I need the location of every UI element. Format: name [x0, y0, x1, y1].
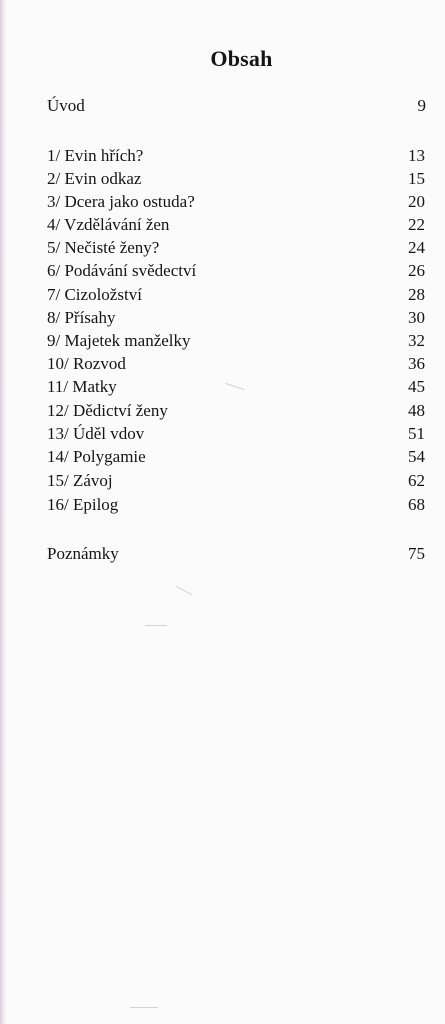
toc-entry-label: 14/ Polygamie: [47, 447, 146, 466]
toc-entry-intro: [0, 95, 445, 117]
toc-entry-page-number: 75: [408, 544, 425, 563]
toc-entry-chapter-14: [0, 446, 445, 468]
toc-entry-label: 10/ Rozvod: [47, 354, 126, 373]
toc-entry-chapter-11: [0, 376, 445, 398]
toc-entry-label: 4/ Vzdělávání žen: [47, 215, 170, 234]
toc-entry-page-number: 51: [408, 424, 425, 443]
toc-entry-label: 11/ Matky: [47, 377, 117, 396]
toc-entry-page-number: 28: [408, 285, 425, 304]
toc-entry-page-number: 30: [408, 308, 425, 327]
toc-entry-chapter-5: [0, 237, 445, 259]
toc-entry-label: 3/ Dcera jako ostuda?: [47, 192, 195, 211]
toc-entry-page-number: 15: [408, 169, 425, 188]
toc-entry-label: 8/ Přísahy: [47, 308, 116, 327]
toc-entry-label: 16/ Epilog: [47, 495, 119, 514]
toc-entry-chapter-13: [0, 423, 445, 445]
toc-entry-page-number: 24: [408, 238, 425, 257]
toc-entry-label: 2/ Evin odkaz: [47, 169, 142, 188]
toc-entry-label: 5/ Nečisté ženy?: [47, 238, 160, 257]
toc-entry-label: 13/ Úděl vdov: [47, 424, 145, 443]
toc-entry-page-number: 36: [408, 354, 425, 373]
scan-speck: [130, 1007, 158, 1008]
toc-entry-chapter-8: [0, 307, 445, 329]
toc-entry-label: Poznámky: [47, 544, 119, 563]
toc-entry-chapter-6: [0, 260, 445, 282]
toc-entry-page-number: 48: [408, 401, 425, 420]
toc-entry-chapter-15: [0, 470, 445, 492]
toc-entry-chapter-4: [0, 214, 445, 236]
toc-entry-chapter-7: [0, 284, 445, 306]
scan-speck: [176, 586, 192, 595]
toc-entry-page-number: 45: [408, 377, 425, 396]
toc-entry-label: 1/ Evin hřích?: [47, 146, 144, 165]
toc-entry-chapter-2: [0, 168, 445, 190]
toc-entry-page-number: 62: [408, 471, 425, 490]
toc-entry-notes: [0, 543, 445, 565]
toc-entry-chapter-16: [0, 494, 445, 516]
toc-entry-chapter-3: [0, 191, 445, 213]
scan-speck: [145, 625, 167, 626]
toc-entry-label: 12/ Dědictví ženy: [47, 401, 168, 420]
toc-entry-label: 7/ Cizoložství: [47, 285, 142, 304]
toc-entry-chapter-12: [0, 400, 445, 422]
toc-entry-chapter-1: [0, 145, 445, 167]
toc-entry-page-number: 54: [408, 447, 425, 466]
toc-entry-label: 15/ Závoj: [47, 471, 113, 490]
toc-entry-label: Úvod: [47, 96, 85, 115]
page-title: Obsah: [210, 46, 273, 71]
toc-entry-chapter-9: [0, 330, 445, 352]
toc-entry-page-number: 26: [408, 261, 425, 280]
toc-entry-chapter-10: [0, 353, 445, 375]
toc-entry-page-number: 20: [408, 192, 425, 211]
toc-entry-label: 6/ Podávání svědectví: [47, 261, 197, 280]
toc-entry-page-number: 22: [408, 215, 425, 234]
toc-entry-page-number: 13: [408, 146, 425, 165]
toc-entry-page-number: 9: [417, 96, 426, 115]
toc-entry-page-number: 68: [408, 495, 425, 514]
toc-entry-label: 9/ Majetek manželky: [47, 331, 191, 350]
toc-entry-page-number: 32: [408, 331, 425, 350]
